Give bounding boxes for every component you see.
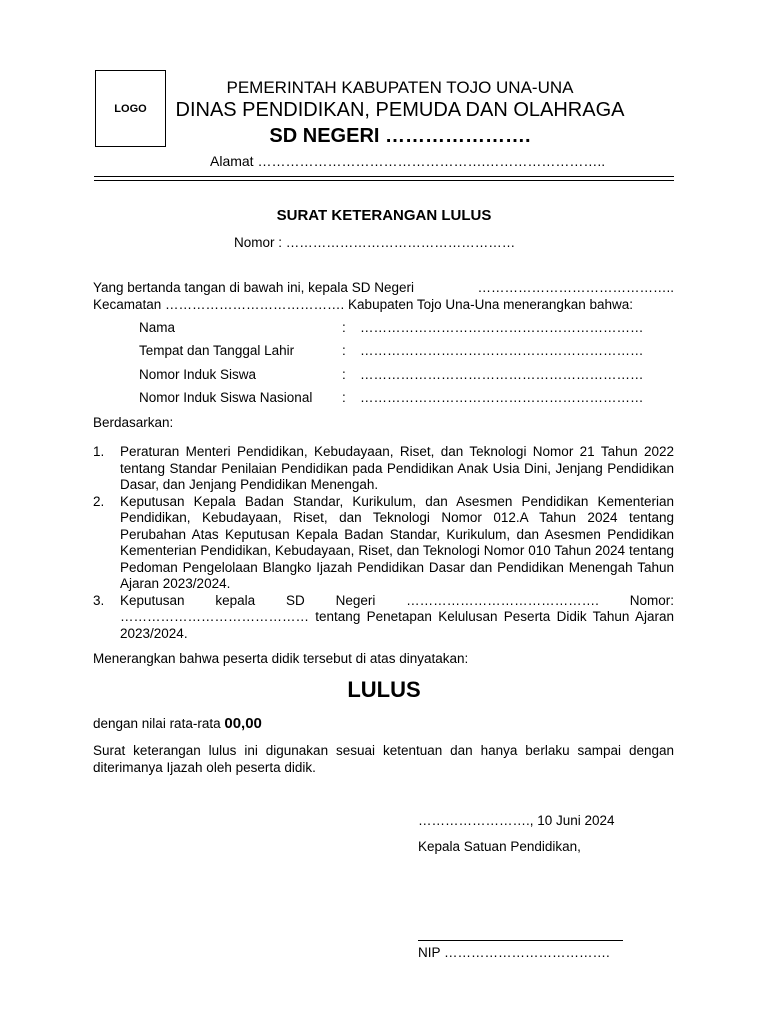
list-item — [93, 494, 674, 593]
field-value: ……………………………………………………… — [360, 320, 644, 335]
field-colon: : — [342, 343, 346, 359]
average-value: 00,00 — [224, 715, 262, 732]
average-label: dengan nilai rata-rata — [93, 716, 221, 731]
intro-paragraph — [93, 280, 674, 313]
field-label: Tempat dan Tanggal Lahir — [139, 343, 295, 359]
field-label: Nama — [139, 320, 176, 335]
header-government: PEMERINTAH KABUPATEN TOJO UNA-UNA — [226, 78, 574, 97]
header-address: Alamat ………………………………………….…………………….. — [210, 153, 606, 169]
basis-heading: Berdasarkan: — [93, 415, 174, 430]
declaration-text: Menerangkan bahwa peserta didik tersebut di atas dinyatakan: — [93, 651, 469, 666]
signature-role: Kepala Satuan Pendidikan, — [418, 839, 581, 854]
average-score — [93, 715, 262, 732]
logo-label: LOGO — [114, 102, 147, 115]
intro-line-1 — [93, 280, 674, 297]
field-colon: : — [342, 320, 346, 335]
header-department: DINAS PENDIDIKAN, PEMUDA DAN OLAHRAGA — [175, 99, 625, 121]
list-number: 3. — [93, 592, 105, 608]
basis-list — [93, 444, 674, 642]
list-text: Keputusan kepala SD Negeri ……………………………………. Nomor: …………………………………… tentang Penetapan Kelulusan Peserta Didik Tahun Ajaran 2023/2024. — [120, 592, 674, 641]
document-number: Nomor : …………………………………………… — [234, 235, 516, 250]
field-value: ……………………………………………………… — [360, 366, 644, 382]
field-label: Nomor Induk Siswa Nasional — [139, 389, 313, 405]
intro-line-2: Kecamatan …………………………………. Kabupaten Tojo Una-Una menerangkan bahwa: — [93, 296, 633, 312]
intro-line-1-text: Yang bertanda tangan di bawah ini, kepala SD Negeri — [93, 280, 414, 295]
field-colon: : — [342, 366, 346, 382]
list-item — [93, 593, 674, 643]
field-value: ……………………………………………………… — [360, 389, 644, 405]
header-divider-thin — [94, 180, 674, 181]
intro-line-1-dots: …………………………………….. — [477, 280, 674, 295]
list-number: 2. — [93, 493, 105, 509]
list-text: Keputusan Kepala Badan Standar, Kurikulum, dan Asesmen Pendidikan Kementerian Pendidikan, Kebudayaan, Riset, dan Teknologi Nomor 012.A Tahun 2024 tentang Perubahan Atas Keputusan Kepala Badan Standar, Kurikulum, dan Asesmen Pendidikan Kementerian Pendidikan, Kebudayaan, Riset, dan Teknologi Nomor 010 Tahun 2024 tentang Pedoman Pengelolaan Blangko Ijazah Pendidikan Dasar dan Pendidikan Menengah Tahun Ajaran 2023/2024. — [120, 493, 674, 591]
signature-line — [418, 940, 623, 941]
validity-paragraph: Surat keterangan lulus ini digunakan sesuai ketentuan dan hanya berlaku sampai dengan diterimanya Ijazah oleh peserta didik. — [93, 743, 674, 775]
list-item — [93, 444, 674, 494]
list-number: 1. — [93, 444, 105, 459]
field-value: ……………………………………………………… — [360, 343, 644, 359]
document-title: SURAT KETERANGAN LULUS — [276, 207, 492, 224]
header-divider-thick — [94, 176, 674, 177]
result-status: LULUS — [347, 677, 421, 702]
field-label: Nomor Induk Siswa — [139, 366, 257, 382]
signature-date: ……………………., 10 Juni 2024 — [418, 813, 615, 828]
signature-nip: NIP ………………………………. — [418, 945, 610, 960]
list-text: Peraturan Menteri Pendidikan, Kebudayaan, Riset, dan Teknologi Nomor 21 Tahun 2022 tentang Standar Penilaian Pendidikan pada Pendidikan Anak Usia Dini, Jenjang Pendidikan Dasar, dan Jenjang Pendidikan Menengah. — [120, 444, 674, 492]
header-school: SD NEGERI …………………. — [269, 125, 531, 147]
field-colon: : — [342, 389, 346, 405]
